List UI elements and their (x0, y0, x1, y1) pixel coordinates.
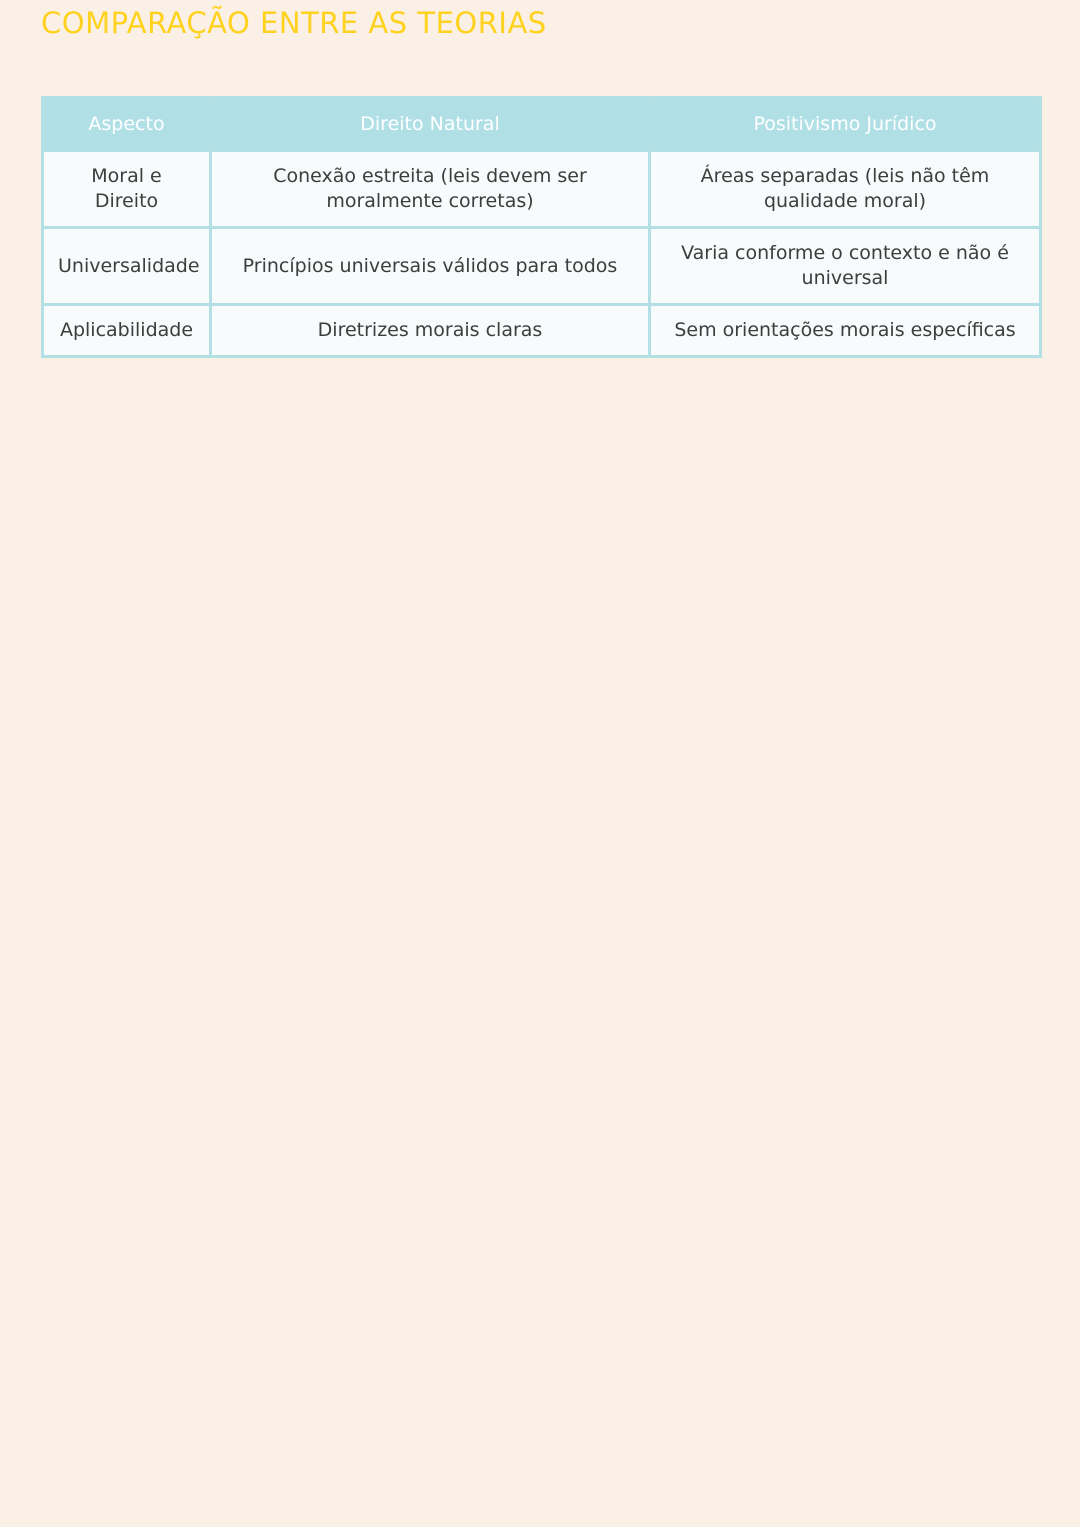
table-row (43, 228, 1041, 305)
table-header-row (43, 98, 1041, 151)
comparison-table (41, 96, 1042, 358)
table-row (43, 305, 1041, 357)
header-direito-natural: Direito Natural (211, 98, 650, 151)
cell-aspect: Aplicabilidade (43, 305, 211, 357)
cell-positivismo: Varia conforme o contexto e não é universal (650, 228, 1041, 305)
cell-aspect: Moral e Direito (43, 151, 211, 228)
header-positivismo-juridico: Positivismo Jurídico (650, 98, 1041, 151)
cell-aspect: Universalidade (43, 228, 211, 305)
cell-direito-natural: Princípios universais válidos para todos (211, 228, 650, 305)
table-row (43, 151, 1041, 228)
cell-positivismo: Áreas separadas (leis não têm qualidade moral) (650, 151, 1041, 228)
cell-positivismo: Sem orientações morais específicas (650, 305, 1041, 357)
cell-direito-natural: Diretrizes morais claras (211, 305, 650, 357)
page-title: COMPARAÇÃO ENTRE AS TEORIAS (41, 6, 547, 40)
header-aspecto: Aspecto (43, 98, 211, 151)
cell-direito-natural: Conexão estreita (leis devem ser moralmente corretas) (211, 151, 650, 228)
